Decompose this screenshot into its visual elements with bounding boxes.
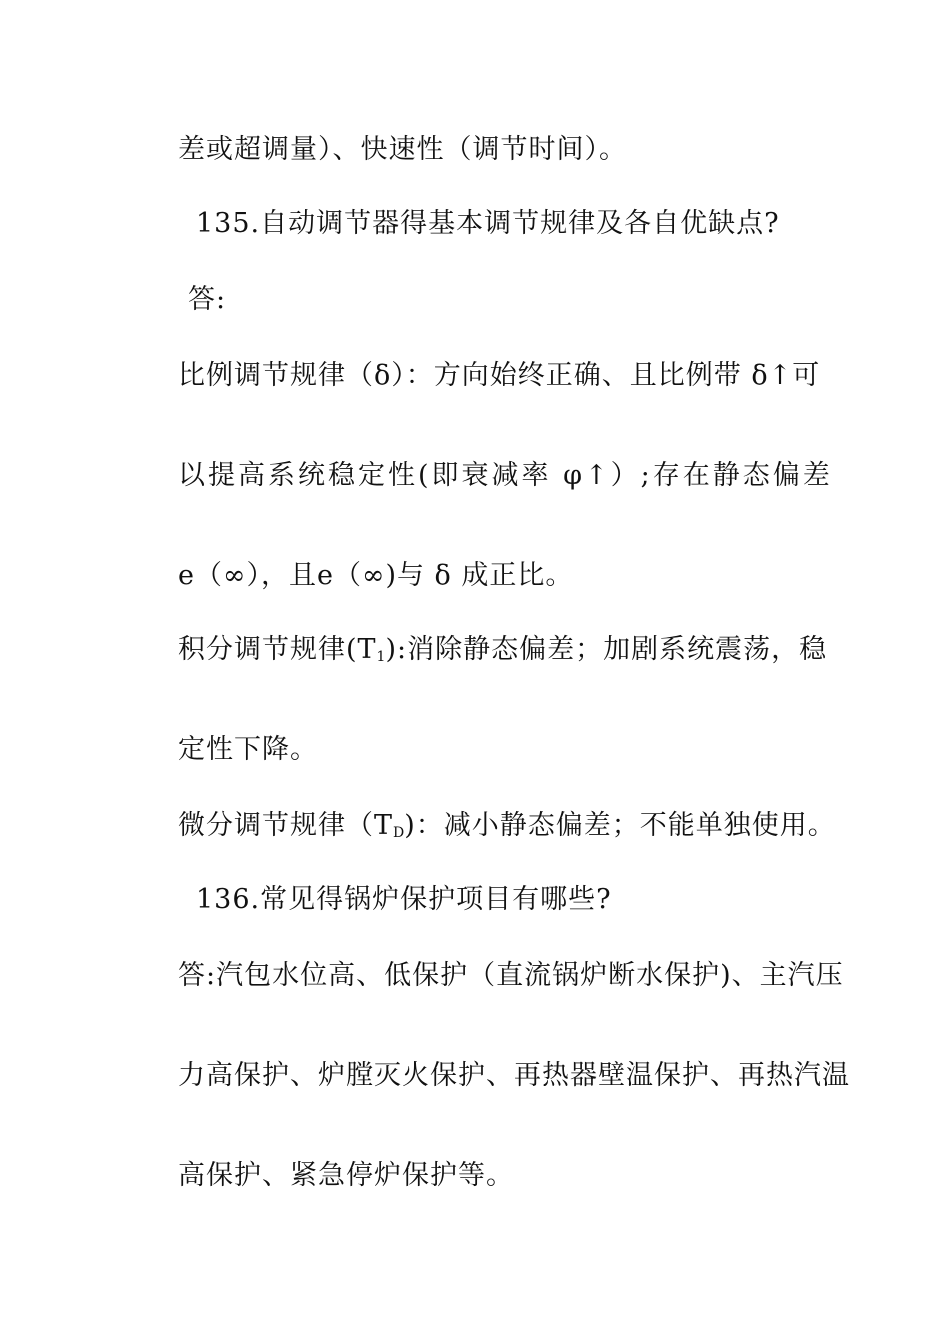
answer-136-line-1: 答:汽包水位高、低保护（直流锅炉断水保护)、主汽压 (178, 960, 844, 991)
proportional-rule-line-1: 比例调节规律（δ）：方向始终正确、且比例带 δ↑可 (178, 360, 821, 391)
derivative-rule-prefix: 微分调节规律（T (178, 810, 394, 841)
answer-136-line-2: 力高保护、炉膛灭火保护、再热器壁温保护、再热汽温 (178, 1060, 850, 1091)
question-136: 136.常见得锅炉保护项目有哪些? (196, 884, 612, 915)
proportional-rule-line-3: e（∞），且e（∞)与 δ 成正比。 (178, 560, 574, 591)
proportional-rule-line-2: 以提高系统稳定性(即衰减率 φ↑）;存在静态偏差 (178, 460, 833, 491)
derivative-rule-line (178, 808, 836, 851)
integral-rule-line-2: 定性下降。 (178, 734, 318, 765)
integral-rule-prefix: 积分调节规律(T (178, 634, 377, 665)
integral-rule-subscript: 1 (376, 649, 386, 665)
integral-rule-line-1 (178, 632, 827, 675)
question-135: 135.自动调节器得基本调节规律及各自优缺点? (196, 208, 780, 239)
answer-label-135: 答: (188, 284, 227, 315)
derivative-rule-suffix: )：减小静态偏差；不能单独使用。 (404, 810, 836, 841)
text-line-1: 差或超调量）、快速性（调节时间）。 (178, 134, 627, 165)
integral-rule-suffix: ):消除静态偏差；加剧系统震荡，稳 (385, 634, 828, 665)
derivative-rule-subscript: D (393, 825, 405, 841)
answer-136-line-3: 高保护、紧急停炉保护等。 (178, 1160, 514, 1191)
